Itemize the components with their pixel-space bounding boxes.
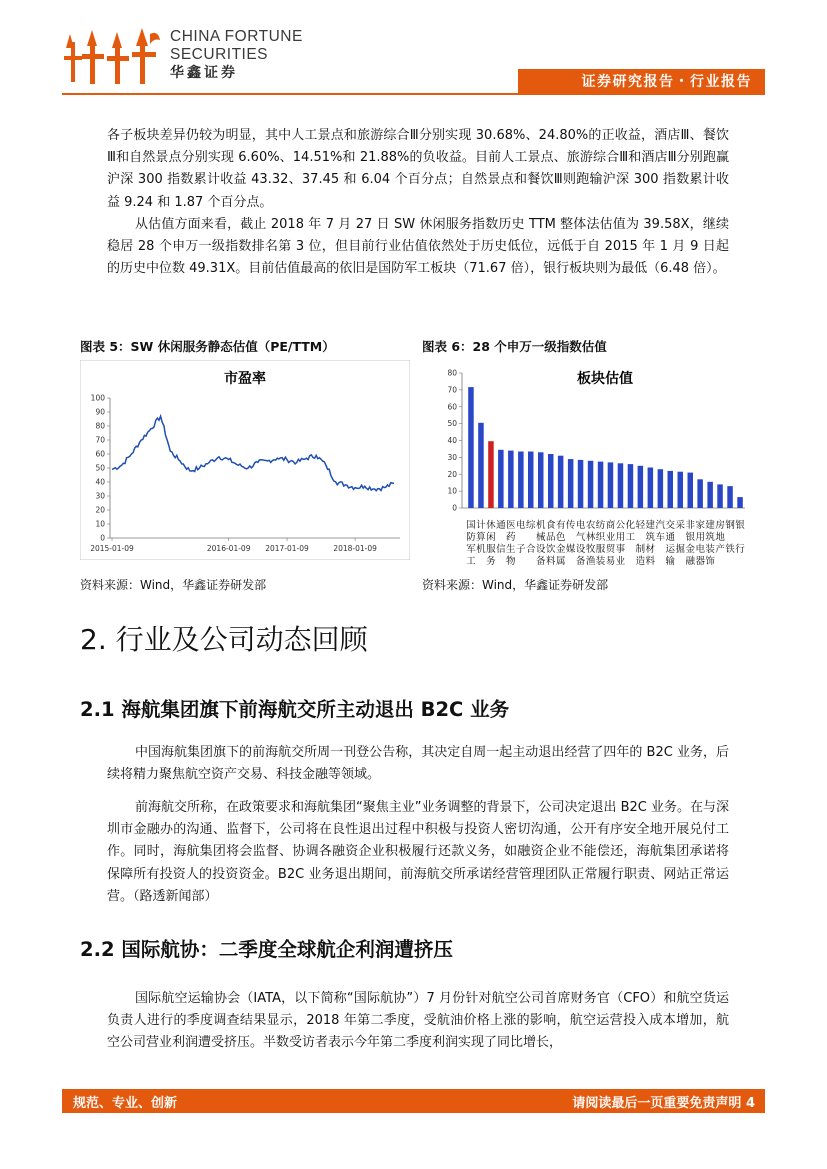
category-label-char: 综: [526, 520, 536, 531]
category-label-char: 信: [496, 544, 506, 555]
category-label-char: 计: [476, 520, 486, 531]
y-tick-label: 80: [95, 421, 105, 431]
category-label-char: 工: [466, 556, 476, 565]
category-label-char: 休: [486, 520, 496, 531]
category-label-char: 电: [575, 520, 586, 531]
category-label-char: 饮: [545, 544, 556, 555]
category-label-char: 械: [535, 532, 546, 543]
bar-轻工制造: [638, 466, 644, 508]
category-label-char: 生: [506, 544, 516, 555]
category-label-char: 林: [585, 532, 596, 543]
y-tick-label: 0: [100, 533, 105, 543]
x-tick-label: 2015-01-09: [90, 544, 134, 553]
bar-农林牧渔: [588, 461, 594, 508]
category-label-char: 农: [585, 520, 596, 531]
category-label-char: 钢: [725, 520, 735, 531]
s22-paragraph1: 国际航空运输协会（IATA，以下简称“国际航协”）7 月份针对航空公司首席财务官（CFO）和航空货运负责人进行的季度调查结果显示，2018 年第二季度，受航油价格上涨的影响，航空运营投入成本增加，航空公司营业利润遭受挤压。半数受访者表示今年第二季度利润实现了同比增长，: [107, 991, 729, 1051]
category-label-char: 银: [735, 520, 745, 531]
category-label-char: 银: [685, 532, 695, 543]
bar-通信: [498, 450, 504, 508]
category-label-char: 通: [665, 532, 676, 543]
category-label-char: 备: [535, 556, 546, 565]
category-label-char: 建: [645, 520, 656, 531]
category-label-char: 机: [535, 520, 546, 531]
category-label-char: 轻: [635, 520, 646, 531]
category-label-char: 服: [595, 544, 606, 555]
bar-建筑装饰: [707, 482, 713, 508]
category-label-char: 采: [675, 520, 685, 531]
category-label-char: 车: [655, 532, 666, 543]
paragraph-returns: 各子板块差异仍较为明显，其中人工景点和旅游综合Ⅲ分别实现 30.68%、24.80%的正收益，酒店Ⅲ、餐饮Ⅲ和自然景点分别实现 6.60%、14.51%和 21.88%的负收益。目前人工景点、旅游综合Ⅲ和酒店Ⅲ分别跑赢沪深 300 指数累计收益 43.32、37.45 和 6.04 个百分点；自然景点和餐饮Ⅲ则跑输沪深 300 指数累计收益 9.24 和 1.87 个百分点。: [107, 128, 729, 210]
bar-公用事业: [618, 463, 624, 508]
category-label-char: 饰: [705, 556, 715, 565]
bar-有色金属: [558, 456, 564, 508]
category-label-char: 设: [535, 544, 546, 555]
category-label-char: 电: [516, 520, 526, 531]
bar-采掘: [678, 472, 684, 508]
category-label-char: 装: [705, 544, 715, 555]
y-tick-label: 80: [447, 368, 457, 378]
bar-家用电器: [697, 479, 703, 508]
bar-商业贸易: [608, 462, 614, 508]
s21-paragraph2: 前海航交所称，在政策要求和海航集团“聚焦主业”业务调整的背景下，公司决定退出 B2C 业务。在与深圳市金融办的沟通、监督下，公司将在良性退出过程中积极与投资人密切沟通，公开有序安全地开展兑付工作。同时，海航集团将会监督、协调各融资企业积极履行还款义务，如融资企业不能偿还，海航集团承诺将保障所有投资人的投资资金。B2C 业务退出期间，前海航交所承诺经营管理团队正常履行职责、网站正常运营。（路透新闻部）: [107, 800, 730, 904]
category-label-char: 渔: [585, 556, 596, 565]
x-tick-label: 2016-01-09: [206, 544, 251, 553]
category-label-char: 纺: [595, 520, 606, 531]
category-label-char: 易: [605, 556, 616, 565]
y-tick-label: 0: [452, 503, 457, 513]
report-type: 证券研究报告・行业报告: [581, 74, 752, 90]
s21-paragraph1: 中国海航集团旗下的前海航交所周一刊登公告称，其决定自周一起主动退出经营了四年的 B2C 业务，后续将精力聚焦航空资产交易、科技金融等领域。: [107, 745, 729, 783]
y-tick-label: 20: [95, 505, 105, 515]
brand-en-line2: SECURITIES: [170, 46, 269, 63]
category-label-char: 物: [506, 556, 516, 565]
category-label-char: 造: [635, 556, 646, 565]
y-tick-label: 70: [447, 385, 457, 395]
category-label-char: 料: [545, 556, 556, 565]
bar-电气设备: [578, 460, 584, 508]
category-label-char: 制: [635, 544, 646, 555]
category-label-char: 地: [715, 532, 725, 543]
company-logo: [62, 26, 162, 86]
category-label-char: 色: [555, 532, 566, 543]
fig6-source: 资料来源：Wind，华鑫证券研发部: [422, 578, 609, 592]
y-tick-label: 50: [447, 419, 457, 429]
footer-disclaimer: 请阅读最后一页重要免责声明 4: [572, 1096, 755, 1111]
pe-line-chart: [80, 360, 410, 560]
bar-国防军工: [468, 387, 474, 508]
header-rule: [62, 93, 765, 95]
y-tick-label: 10: [95, 519, 105, 529]
bar-医药生物: [508, 451, 513, 508]
y-tick-label: 60: [95, 449, 105, 459]
section2-heading: 2. 行业及公司动态回顾: [80, 623, 368, 656]
y-tick-label: 20: [447, 469, 457, 479]
y-tick-label: 50: [95, 463, 105, 473]
category-label-char: 用: [615, 532, 626, 543]
fig5-source: 资料来源：Wind，华鑫证券研发部: [80, 578, 267, 592]
category-label-char: 化: [625, 520, 636, 531]
category-label-char: 筑: [645, 532, 656, 543]
fig5-title: 图表 5：SW 休闲服务静态估值（PE/TTM）: [80, 339, 335, 354]
category-label-char: 子: [516, 544, 526, 555]
bar-食品饮料: [548, 454, 554, 508]
section22-heading: 2.2 国际航协：二季度全球航企利润遭挤压: [80, 938, 453, 961]
category-label-char: 军: [466, 544, 476, 555]
category-label-char: 电: [695, 544, 705, 555]
bar-交通运输: [668, 471, 674, 508]
category-label-char: 服: [486, 544, 496, 555]
category-label-char: 业: [615, 556, 626, 565]
category-label-char: 事: [615, 544, 626, 555]
bar-传媒: [568, 459, 574, 508]
category-label-char: 行: [735, 544, 745, 555]
footer-slogan: 规范、专业、创新: [73, 1096, 178, 1111]
category-label-char: 牧: [585, 544, 596, 555]
category-label-char: 金: [685, 544, 695, 555]
bar-房地产: [717, 484, 723, 508]
category-label-char: 运: [665, 544, 676, 555]
category-label-char: 设: [575, 544, 586, 555]
brand-en-line1: CHINA FORTUNE: [170, 28, 303, 45]
category-label-char: 贸: [605, 544, 616, 555]
category-label-char: 装: [595, 556, 606, 565]
y-tick-label: 40: [95, 477, 105, 487]
bar-建筑材料: [648, 468, 654, 509]
brand-cn: 华鑫证券: [170, 65, 238, 81]
category-label-char: 材: [645, 544, 656, 555]
y-tick-label: 100: [90, 393, 105, 403]
category-label-char: 业: [605, 532, 616, 543]
pe-series-line: [112, 416, 394, 491]
bar-休闲服务: [488, 441, 494, 508]
category-label-char: 用: [695, 532, 705, 543]
category-label-char: 媒: [565, 544, 576, 555]
category-label-char: 有: [555, 520, 566, 531]
category-label-char: 掘: [675, 544, 685, 555]
category-label-char: 医: [506, 520, 516, 531]
bar-计算机: [478, 423, 484, 508]
y-tick-label: 60: [447, 402, 457, 412]
bar-化工: [628, 464, 634, 508]
category-label-char: 闲: [486, 532, 496, 543]
category-label-char: 药: [506, 532, 516, 543]
y-tick-label: 70: [95, 435, 105, 445]
bar-钢铁: [727, 486, 733, 508]
fig6-title: 图表 6：28 个申万一级指数估值: [422, 339, 607, 354]
category-label-char: 房: [715, 520, 725, 531]
sector-bar-chart: [440, 360, 750, 565]
bar-综合: [528, 452, 534, 509]
category-label-char: 合: [526, 544, 536, 555]
bar-纺织服装: [598, 462, 604, 508]
category-label-char: 工: [625, 532, 636, 543]
category-label-char: 通: [496, 520, 506, 531]
category-label-char: 器: [695, 556, 705, 565]
category-label-char: 防: [466, 532, 476, 543]
category-label-char: 务: [486, 556, 496, 565]
category-label-char: 交: [665, 520, 676, 531]
category-label-char: 备: [575, 556, 586, 565]
chart1-title: 市盈率: [224, 371, 266, 387]
category-label-char: 气: [575, 532, 586, 543]
bar-非银金融: [688, 473, 694, 508]
y-tick-label: 40: [447, 436, 457, 445]
category-label-char: 织: [595, 532, 606, 543]
category-label-char: 料: [645, 556, 656, 565]
category-label-char: 国: [466, 520, 476, 531]
bar-汽车: [658, 469, 664, 508]
category-label-char: 传: [565, 520, 576, 531]
bar-机械设备: [538, 452, 544, 508]
category-label-char: 铁: [725, 544, 735, 555]
bar-电子: [518, 452, 524, 509]
category-label-char: 金: [555, 544, 566, 555]
category-label-char: 汽: [655, 520, 666, 531]
category-label-char: 算: [476, 532, 486, 543]
brand-block: [170, 28, 303, 82]
category-label-char: 建: [705, 520, 715, 531]
x-tick-label: 2017-01-09: [265, 544, 309, 553]
chart2-title: 板块估值: [577, 371, 633, 387]
category-label-char: 商: [605, 520, 616, 531]
category-label-char: 产: [715, 544, 725, 555]
category-label-char: 融: [685, 556, 695, 565]
section21-heading: 2.1 海航集团旗下前海航交所主动退出 B2C 业务: [80, 698, 510, 721]
y-tick-label: 30: [447, 452, 457, 462]
y-tick-label: 30: [95, 491, 105, 501]
category-label-char: 食: [545, 520, 556, 531]
category-label-char: 机: [476, 544, 486, 555]
category-label-char: 公: [615, 520, 626, 531]
category-label-char: 家: [695, 520, 705, 531]
category-label-char: 筑: [705, 532, 715, 543]
category-label-char: 品: [545, 532, 556, 543]
x-tick-label: 2018-01-09: [333, 544, 377, 553]
bar-银行: [737, 497, 743, 508]
category-label-char: 非: [685, 520, 695, 531]
y-tick-label: 10: [447, 486, 457, 496]
category-label-char: 属: [555, 556, 566, 565]
paragraph-valuation: 从估值方面来看，截止 2018 年 7 月 27 日 SW 休闲服务指数历史 TTM 整体法估值为 39.58X，继续稳居 28 个申万一级指数排名第 3 位，但目前行业估值依然处于历史低位，远低于自 2015 年 1 月 9 日起的历史中位数 49.31X。目前估值最高的依旧是国防军工板块（71.67 倍），银行板块则为最低（6.48 倍）。: [107, 217, 729, 277]
y-tick-label: 90: [95, 407, 105, 417]
category-label-char: 输: [665, 556, 676, 565]
